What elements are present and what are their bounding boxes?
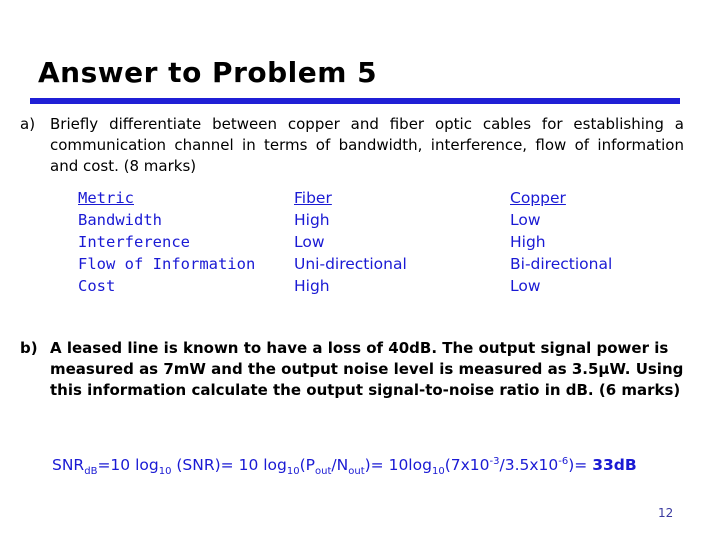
question-b-label: b) (20, 339, 38, 357)
title-underline-rule (30, 98, 680, 104)
table-cell: Flow of Information (78, 255, 256, 273)
question-b (20, 338, 684, 401)
table-cell: Low (510, 211, 541, 229)
table-cell: Interference (78, 233, 190, 251)
table-cell: Cost (78, 277, 116, 295)
snr-result: 33dB (592, 456, 637, 474)
table-header-row (78, 187, 650, 209)
table-cell: Uni-directional (294, 255, 407, 273)
question-a (20, 114, 684, 177)
table-cell: High (294, 211, 330, 229)
header-copper: Copper (510, 189, 566, 207)
table-cell: Low (510, 277, 541, 295)
question-a-text: Briefly differentiate between copper and fiber optic cables for establishing a communication channel in terms of bandwidth, interference, flow of information and cost. (8 marks) (50, 115, 684, 175)
table-cell: Bandwidth (78, 211, 162, 229)
snr-formula: $SNR_{dB}=10$ $\log_{10} (SNR)= 10$ $\log_{10}(P_{out}/N_{out})= 10\log_{10}(7x10^{-3}/3.5x10^{-6})= 33dB$ (52, 456, 637, 477)
table-cell: High (294, 277, 330, 295)
table-cell: High (510, 233, 546, 251)
header-fiber: Fiber (294, 189, 332, 207)
question-b-text: A leased line is known to have a loss of 40dB. The output signal power is measured as 7mW and the output noise level is measured as 3.5µW. Using this information calculate the output signal-to-noise ratio in dB. (6 marks) (50, 339, 684, 399)
table-row (78, 209, 650, 231)
table-cell: Bi-directional (510, 255, 613, 273)
page-number: 12 (658, 506, 674, 520)
question-a-label: a) (20, 115, 36, 133)
table-cell: Low (294, 233, 325, 251)
comparison-table (78, 187, 650, 297)
table-row (78, 275, 650, 297)
header-metric: Metric (78, 189, 134, 207)
table-row (78, 231, 650, 253)
table-row (78, 253, 650, 275)
slide-title: Answer to Problem 5 (38, 56, 378, 89)
